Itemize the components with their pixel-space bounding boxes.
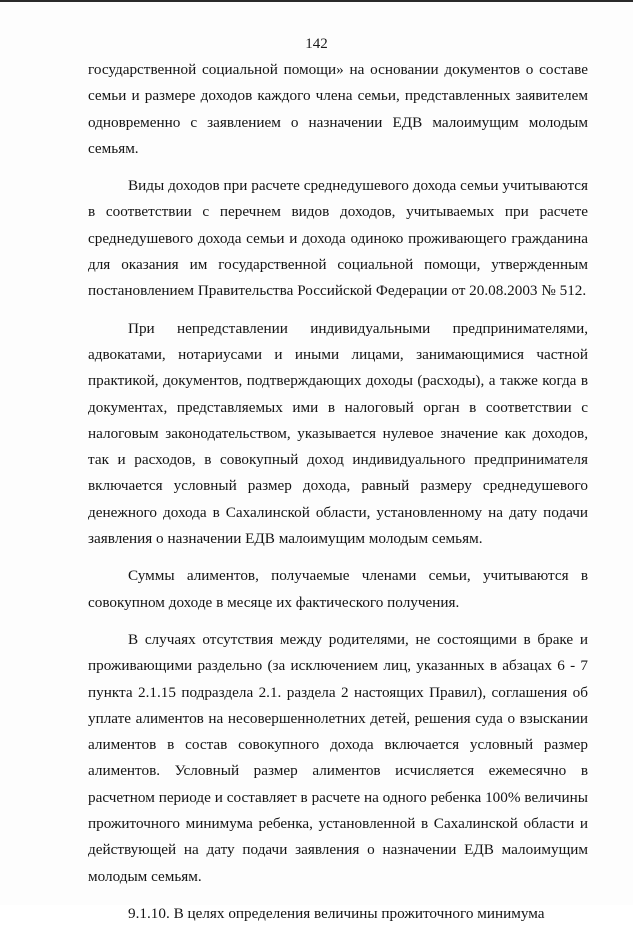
paragraph-conditional-alimony: В случаях отсутствия между родителями, не состоящими в браке и проживающими раздельно (за исключением лиц, указанных в абзацах 6 - 7 пункта 2.1.15 подраздела 2.1. раздела 2 настоящих Правил), соглашения об уплате алиментов на несовершеннолетних детей, решения суда о взыскании алиментов в состав совокупного дохода включается условный размер алиментов. Условный размер алиментов исчисляется ежемесячно в расчетном периоде и составляет в расчете на одного ребенка 100% величины прожиточного минимума ребенка, установленной в Сахалинской области и действующей на дату подачи заявления о назначении ЕДВ малоимущим молодым семьям.	[88, 630, 588, 885]
paragraph-entrepreneur-income: При непредставлении индивидуальными предпринимателями, адвокатами, нотариусами и иными лицами, занимающимися частной практикой, документов, подтверждающих доходы (расходы), а также когда в документах, представляемых ими в налоговый орган в соответствии с налоговым законодательством, указывается нулевое значение как доходов, так и расходов, в совокупный доход индивидуального предпринимателя включается условный размер дохода, равный размеру среднедушевого денежного дохода в Сахалинской области, установленному на дату подачи заявления о назначении ЕДВ малоимущим молодым семьям.	[88, 319, 588, 548]
page-top-edge	[0, 0, 633, 2]
document-body	[88, 57, 588, 938]
paragraph-subsistence-minimum: 9.1.10. В целях определения величины прожиточного минимума	[128, 904, 545, 922]
paragraph-income-types: Виды доходов при расчете среднедушевого дохода семьи учитываются в соответствии с перечнем видов доходов, учитываемых при расчете среднедушевого дохода семьи и дохода одиноко проживающего гражданина для оказания им государственной социальной помощи, утвержденным постановлением Правительства Российской Федерации от 20.08.2003 № 512.	[88, 177, 588, 300]
paragraph-alimony: Суммы алиментов, получаемые членами семьи, учитываются в совокупном доходе в месяце их фактического получения.	[88, 567, 588, 611]
paragraph-continuation: государственной социальной помощи» на основании документов о составе семьи и размере доходов каждого члена семьи, представленных заявителем одновременно с заявлением о назначении ЕДВ малоимущим молодым семьям.	[88, 61, 588, 157]
page-number: 142	[305, 36, 328, 52]
